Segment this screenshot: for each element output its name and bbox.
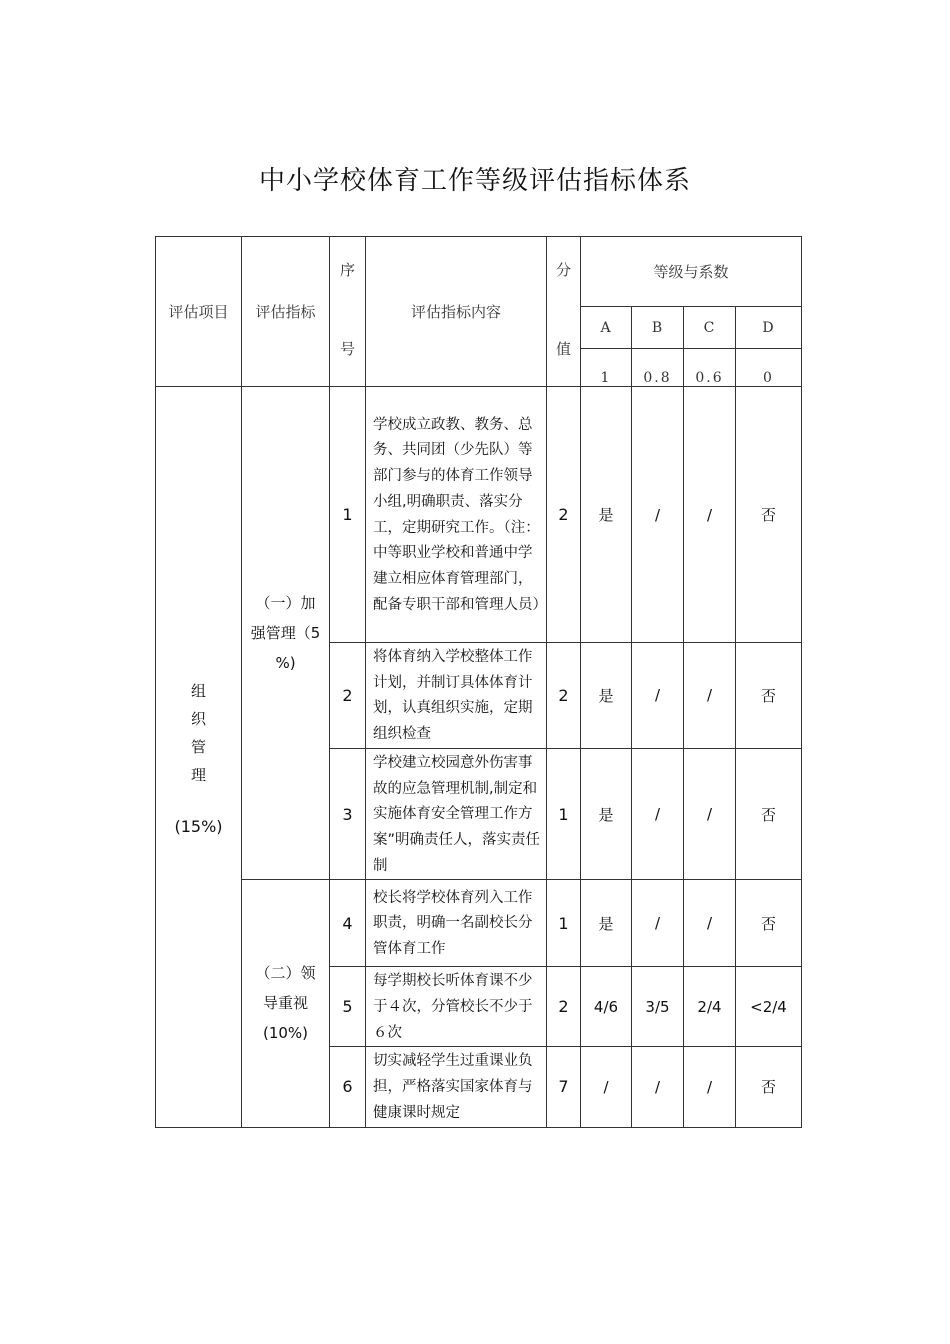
category-char: 组: [190, 682, 206, 701]
header-score-bottom: 值: [555, 340, 571, 358]
coef-b: 0.8: [632, 349, 684, 387]
grade-cell-b: /: [632, 387, 684, 643]
content-cell: 将体育纳入学校整体工作计划，并制订具体体育计划，认真组织实施，定期组织检查: [366, 643, 547, 749]
coef-c: 0.6: [684, 349, 736, 387]
header-indicator: 评估指标: [242, 237, 330, 387]
content-cell: 学校建立校园意外伤害事故的应急管理机制,制定和实施体育安全管理工作方案”明确责任人，落实责任制: [366, 748, 547, 880]
content-cell: 学校成立政教、教务、总务、共同团（少先队）等部门参与的体育工作领导小组,明确职责、落实分工，定期研究工作。（注：中等职业学校和普通中学建立相应体育管理部门，配备专职干部和管理人员）: [366, 387, 547, 643]
grade-cell-b: /: [632, 643, 684, 749]
category-weight: (15%): [174, 817, 223, 837]
indicator-1-line: 强管理（5: [250, 624, 321, 643]
content-cell: 每学期校长听体育课不少于４次，分管校长不少于６次: [366, 967, 547, 1047]
grade-cell-d: <2/4: [736, 967, 802, 1047]
seq-cell: 1: [330, 387, 366, 643]
seq-cell: 2: [330, 643, 366, 749]
indicator-2-line: （二）领: [255, 964, 316, 983]
grade-b: B: [632, 307, 684, 349]
grade-cell-c: /: [684, 880, 736, 967]
category-cell: [156, 387, 242, 1128]
header-item: 评估项目: [156, 237, 242, 387]
grade-cell-c: 2/4: [684, 967, 736, 1047]
score-cell: 1: [547, 748, 581, 880]
indicator-2-line: (10%): [262, 1024, 309, 1043]
indicator-2-line: 导重视: [262, 994, 308, 1013]
table-row: [156, 880, 802, 967]
seq-cell: 5: [330, 967, 366, 1047]
header-seq-top: 序: [339, 261, 355, 279]
score-cell: 2: [547, 967, 581, 1047]
indicator-1-line: （一）加: [255, 594, 316, 613]
grade-cell-c: /: [684, 643, 736, 749]
score-cell: 7: [547, 1047, 581, 1127]
header-seq: [330, 237, 366, 387]
content-cell: 切实减轻学生过重课业负担，严格落实国家体育与健康课时规定: [366, 1047, 547, 1127]
content-cell: 校长将学校体育列入工作职责，明确一名副校长分管体育工作: [366, 880, 547, 967]
grade-cell-a: 4/6: [581, 967, 632, 1047]
evaluation-table: [155, 236, 802, 1128]
seq-cell: 3: [330, 748, 366, 880]
seq-cell: 4: [330, 880, 366, 967]
score-cell: 2: [547, 643, 581, 749]
indicator-2: [242, 880, 330, 1127]
seq-cell: 6: [330, 1047, 366, 1127]
indicator-1: [242, 387, 330, 880]
table-row: [156, 387, 802, 643]
category-char: 织: [190, 710, 206, 729]
grade-a: A: [581, 307, 632, 349]
category-char: 管: [190, 738, 206, 757]
grade-cell-d: 否: [736, 1047, 802, 1127]
score-cell: 2: [547, 387, 581, 643]
header-seq-bottom: 号: [339, 340, 355, 358]
score-cell: 1: [547, 880, 581, 967]
grade-cell-d: 否: [736, 748, 802, 880]
grade-cell-d: 否: [736, 387, 802, 643]
grade-cell-c: /: [684, 748, 736, 880]
header-grade-group: 等级与系数: [581, 237, 802, 307]
grade-cell-a: 是: [581, 880, 632, 967]
grade-cell-a: 是: [581, 748, 632, 880]
header-score: [547, 237, 581, 387]
header-score-top: 分: [555, 261, 571, 279]
header-content: 评估指标内容: [366, 237, 547, 387]
indicator-1-line: %): [275, 654, 296, 673]
page-title: 中小学校体育工作等级评估指标体系: [258, 166, 691, 196]
grade-cell-b: /: [632, 1047, 684, 1127]
grade-cell-c: /: [684, 387, 736, 643]
coef-a: 1: [581, 349, 632, 387]
category-char: 理: [190, 766, 206, 785]
grade-cell-a: 是: [581, 643, 632, 749]
coef-d: 0: [736, 349, 802, 387]
grade-d: D: [736, 307, 802, 349]
grade-cell-d: 否: [736, 643, 802, 749]
grade-cell-a: 是: [581, 387, 632, 643]
grade-cell-b: /: [632, 748, 684, 880]
grade-c: C: [684, 307, 736, 349]
grade-cell-b: /: [632, 880, 684, 967]
grade-cell-b: 3/5: [632, 967, 684, 1047]
grade-cell-d: 否: [736, 880, 802, 967]
grade-cell-c: /: [684, 1047, 736, 1127]
grade-cell-a: /: [581, 1047, 632, 1127]
